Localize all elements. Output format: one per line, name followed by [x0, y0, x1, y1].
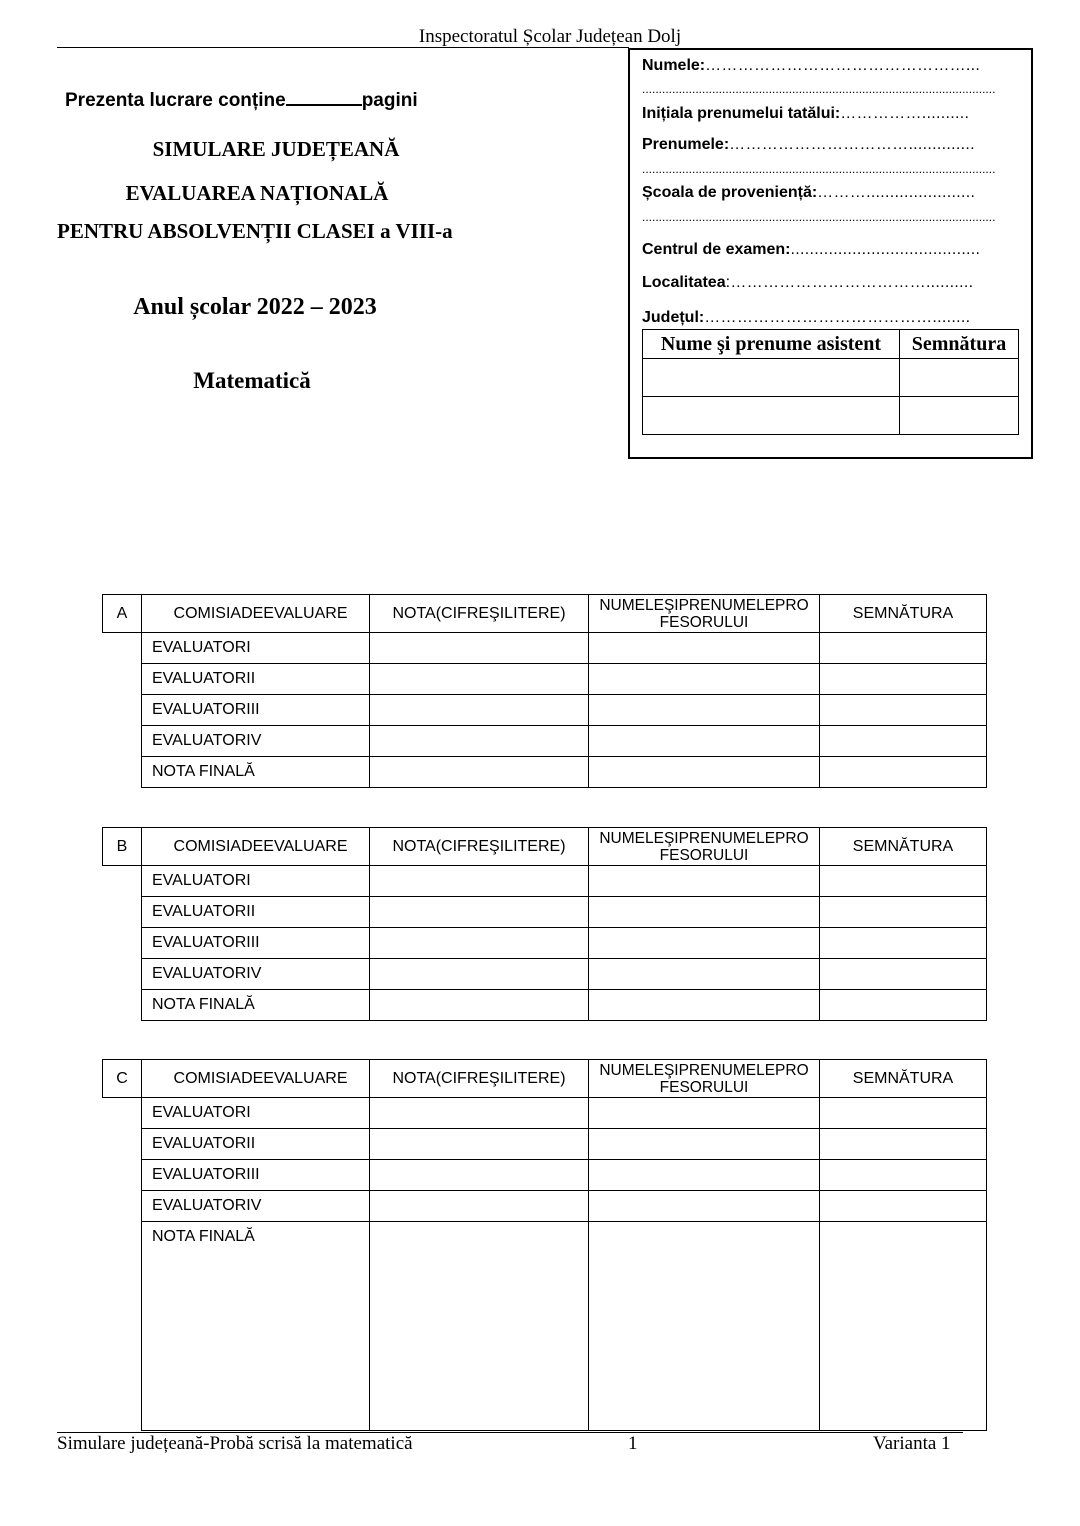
field-dots: ……………..........	[840, 105, 970, 122]
header-text: NUMELEŞIPRENUMELEPRO	[599, 829, 809, 847]
dot-line[interactable]: ..........................................................................................................	[642, 82, 996, 96]
row-label: EVALUATORI	[142, 866, 370, 897]
teacher-cell[interactable]	[589, 726, 820, 757]
field-dots: ……….......................	[817, 184, 976, 201]
row-label: EVALUATORIII	[142, 1160, 370, 1191]
subject: Matematică	[193, 368, 311, 393]
dot-line[interactable]: ..........................................................................................................	[642, 162, 996, 176]
field-county[interactable]	[642, 309, 970, 327]
assistant-signature-cell[interactable]	[900, 397, 1019, 435]
evaluation-table-a	[102, 594, 987, 788]
header-text: FESORULUI	[659, 1078, 749, 1096]
row-label: EVALUATORIV	[142, 726, 370, 757]
teacher-cell[interactable]	[589, 1160, 820, 1191]
grade-cell[interactable]	[370, 726, 589, 757]
grade-cell[interactable]	[370, 1098, 589, 1129]
signature-cell[interactable]	[820, 664, 987, 695]
signature-cell[interactable]	[820, 897, 987, 928]
row-label-final: NOTA FINALĂ	[142, 990, 370, 1021]
grade-cell[interactable]	[370, 1191, 589, 1222]
teacher-cell[interactable]	[589, 664, 820, 695]
header-commission: COMISIADEEVALUARE	[142, 828, 370, 866]
grade-cell[interactable]	[370, 866, 589, 897]
signature-cell[interactable]	[820, 928, 987, 959]
field-first-name[interactable]	[642, 136, 975, 154]
field-dots: :………………………………..........	[725, 274, 974, 291]
row-label-final: NOTA FINALĂ	[142, 757, 370, 788]
teacher-cell[interactable]	[589, 866, 820, 897]
title-simulation: SIMULARE JUDEȚEANĂ	[152, 137, 400, 161]
row-label: EVALUATORI	[142, 1098, 370, 1129]
grade-cell[interactable]	[370, 990, 589, 1021]
header-teacher-name	[589, 595, 820, 633]
field-label: Județul:	[642, 309, 705, 326]
header-text: NUMELEŞIPRENUMELEPRO	[599, 596, 809, 614]
grade-cell[interactable]	[370, 633, 589, 664]
header-teacher-name	[589, 1060, 820, 1098]
row-label: EVALUATORIII	[142, 928, 370, 959]
header-teacher-name	[589, 828, 820, 866]
teacher-cell[interactable]	[589, 695, 820, 726]
teacher-cell[interactable]	[589, 1129, 820, 1160]
header-divider	[57, 47, 629, 48]
teacher-cell[interactable]	[589, 1191, 820, 1222]
footer-page-number: 1	[628, 1433, 638, 1454]
header-signature: SEMNĂTURA	[820, 595, 987, 633]
signature-cell[interactable]	[820, 695, 987, 726]
grade-cell[interactable]	[370, 959, 589, 990]
signature-cell[interactable]	[820, 1222, 987, 1431]
grade-cell[interactable]	[370, 1222, 589, 1431]
field-dots: ……………………………………........	[704, 309, 971, 326]
field-dots: ……………………………..............	[729, 136, 975, 153]
row-label: EVALUATORII	[142, 897, 370, 928]
header-text: FESORULUI	[659, 613, 749, 631]
assistant-signature-cell[interactable]	[900, 359, 1019, 397]
signature-cell[interactable]	[820, 1160, 987, 1191]
title-national-evaluation: EVALUAREA NAȚIONALĂ	[125, 181, 389, 205]
header-signature: SEMNĂTURA	[820, 828, 987, 866]
teacher-cell[interactable]	[589, 633, 820, 664]
signature-cell[interactable]	[820, 633, 987, 664]
pages-count-blank[interactable]	[286, 88, 362, 106]
assistant-table	[642, 329, 1019, 435]
field-label: Școala de proveniență:	[642, 184, 818, 201]
grade-cell[interactable]	[370, 1160, 589, 1191]
row-label: EVALUATORIV	[142, 959, 370, 990]
signature-cell[interactable]	[820, 866, 987, 897]
field-dots: …………………………………………...	[705, 57, 981, 74]
grade-cell[interactable]	[370, 757, 589, 788]
signature-cell[interactable]	[820, 757, 987, 788]
field-surname[interactable]	[642, 57, 980, 75]
signature-cell[interactable]	[820, 726, 987, 757]
grade-cell[interactable]	[370, 897, 589, 928]
field-locality[interactable]	[642, 274, 973, 292]
header-grade: NOTA(CIFREŞILITERE)	[370, 828, 589, 866]
signature-cell[interactable]	[820, 959, 987, 990]
header-institution: Inspectoratul Școlar Județean Dolj	[418, 26, 682, 47]
teacher-cell[interactable]	[589, 1098, 820, 1129]
teacher-cell[interactable]	[589, 959, 820, 990]
pages-notice-prefix: Prezenta lucrare conține	[65, 90, 286, 111]
grade-cell[interactable]	[370, 928, 589, 959]
teacher-cell[interactable]	[589, 1222, 820, 1431]
footer-variant: Varianta 1	[873, 1433, 951, 1454]
row-label-final: NOTA FINALĂ	[142, 1222, 370, 1431]
field-label: Inițiala prenumelui tatălui:	[642, 105, 841, 122]
field-label: Prenumele:	[642, 136, 730, 153]
header-text: FESORULUI	[659, 846, 749, 864]
evaluation-table-c	[102, 1059, 987, 1431]
title-graduates: PENTRU ABSOLVENȚII CLASEI a VIII-a	[57, 219, 453, 243]
evaluation-table-b	[102, 827, 987, 1021]
grade-cell[interactable]	[370, 695, 589, 726]
assistant-name-cell[interactable]	[643, 397, 900, 435]
signature-cell[interactable]	[820, 1098, 987, 1129]
row-label: EVALUATORII	[142, 664, 370, 695]
footer-exam-title: Simulare județeană-Probă scrisă la matematică	[57, 1433, 413, 1454]
field-father-initial[interactable]	[642, 105, 969, 123]
pages-notice-suffix: pagini	[361, 90, 418, 111]
row-label: EVALUATORII	[142, 1129, 370, 1160]
grade-cell[interactable]	[370, 664, 589, 695]
pages-notice	[65, 88, 418, 112]
header-grade: NOTA(CIFREŞILITERE)	[370, 1060, 589, 1098]
assistant-name-header: Nume şi prenume asistent	[643, 330, 900, 359]
grade-cell[interactable]	[370, 1129, 589, 1160]
assistant-name-cell[interactable]	[643, 359, 900, 397]
dot-line[interactable]: ..........................................................................................................	[642, 210, 996, 224]
header-signature: SEMNĂTURA	[820, 1060, 987, 1098]
header-grade: NOTA(CIFREŞILITERE)	[370, 595, 589, 633]
field-label: Localitatea	[642, 274, 726, 291]
field-exam-center[interactable]	[642, 241, 980, 259]
header-text: NUMELEŞIPRENUMELEPRO	[599, 1061, 809, 1079]
field-school[interactable]	[642, 184, 975, 202]
field-label: Centrul de examen:	[642, 241, 791, 258]
teacher-cell[interactable]	[589, 897, 820, 928]
teacher-cell[interactable]	[589, 990, 820, 1021]
field-label: Numele:	[642, 57, 706, 74]
header-commission: COMISIADEEVALUARE	[142, 1060, 370, 1098]
signature-cell[interactable]	[820, 1129, 987, 1160]
signature-cell[interactable]	[820, 1191, 987, 1222]
row-label: EVALUATORIV	[142, 1191, 370, 1222]
signature-cell[interactable]	[820, 990, 987, 1021]
row-label: EVALUATORIII	[142, 695, 370, 726]
assistant-signature-header: Semnătura	[900, 330, 1019, 359]
teacher-cell[interactable]	[589, 757, 820, 788]
table-letter: A	[103, 595, 142, 633]
table-letter: C	[103, 1060, 142, 1098]
school-year: Anul școlar 2022 – 2023	[133, 294, 377, 320]
field-dots: ........................................	[790, 241, 981, 258]
row-label: EVALUATORI	[142, 633, 370, 664]
table-letter: B	[103, 828, 142, 866]
header-commission: COMISIADEEVALUARE	[142, 595, 370, 633]
teacher-cell[interactable]	[589, 928, 820, 959]
